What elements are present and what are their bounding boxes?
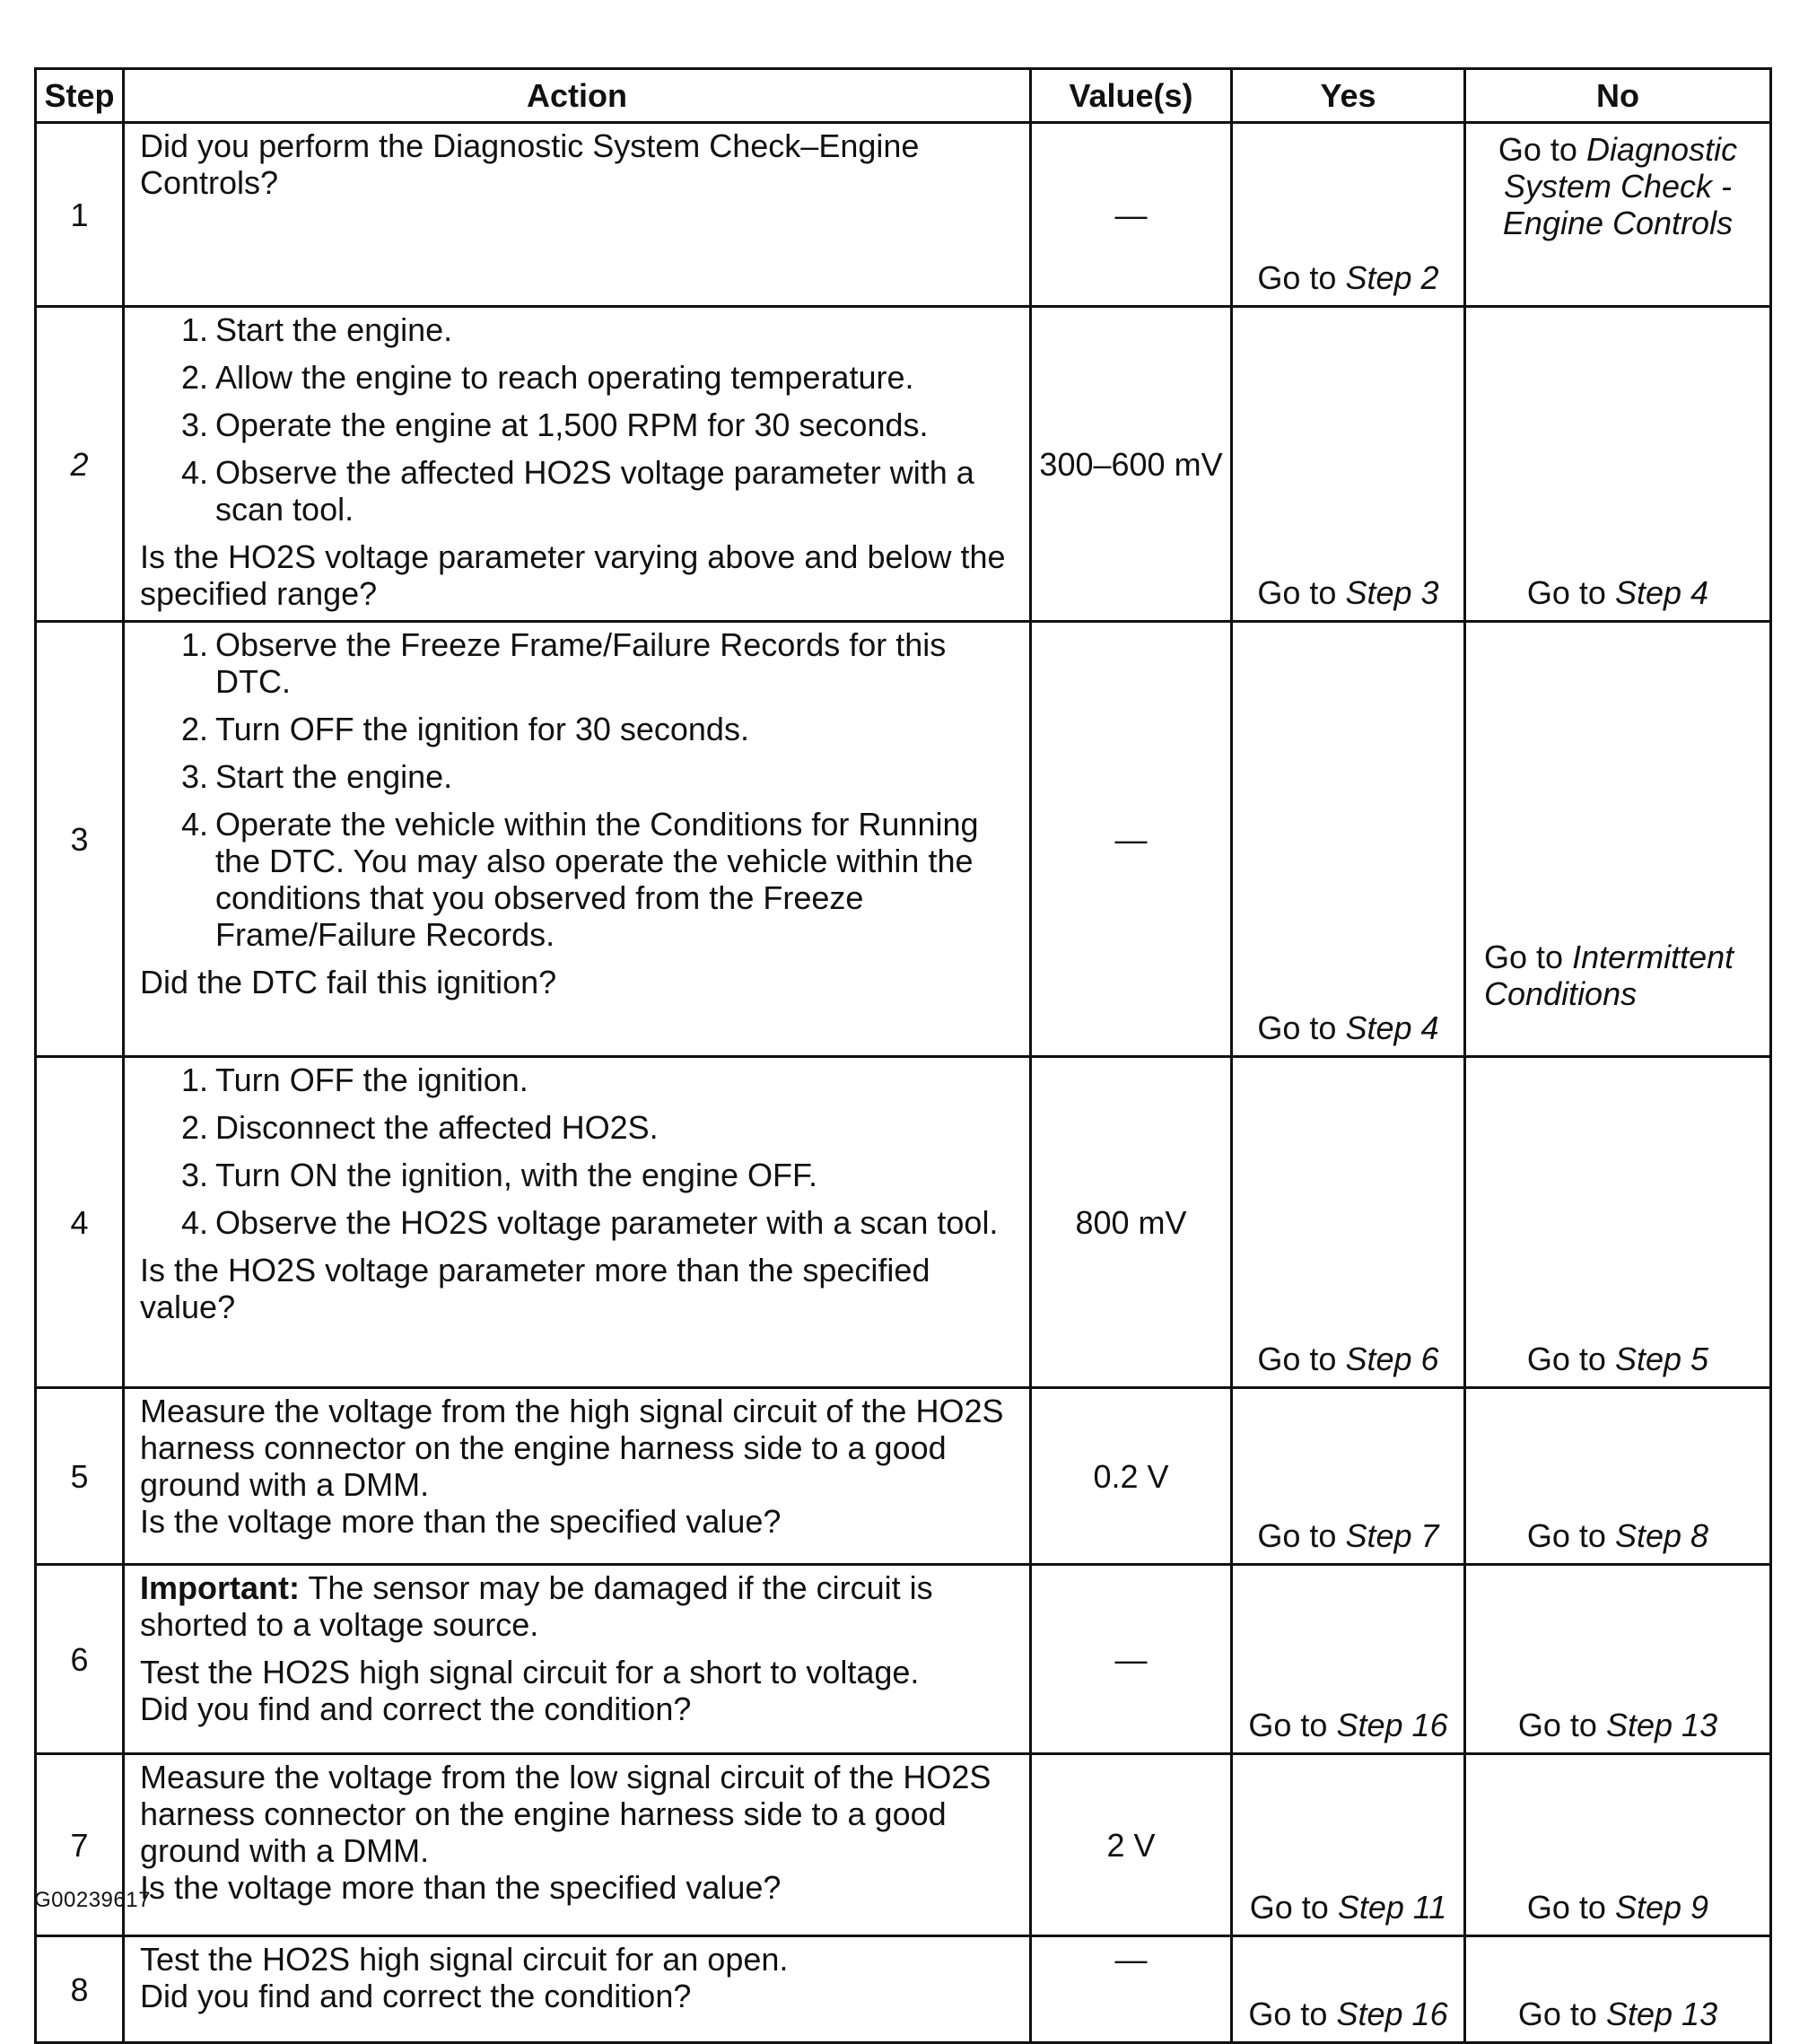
action-cell bbox=[124, 1754, 1031, 1936]
step-text: Observe the HO2S voltage parameter with a scan tool. bbox=[215, 1204, 999, 1241]
no-prefix: Go to bbox=[1526, 574, 1606, 611]
no-prefix: Go to bbox=[1526, 1517, 1606, 1554]
step-number: 2 bbox=[36, 307, 124, 622]
table-row bbox=[36, 307, 1771, 622]
step-number: 8 bbox=[36, 1936, 124, 2043]
step-text: Allow the engine to reach operating temperature. bbox=[215, 359, 914, 396]
figure-id: G00239617 bbox=[34, 1888, 151, 1912]
no-prefix: Go to bbox=[1517, 1996, 1597, 2032]
yes-prefix: Go to bbox=[1257, 574, 1337, 611]
action-question: Did you find and correct the condition? bbox=[140, 1978, 692, 2014]
table-row bbox=[36, 622, 1771, 1057]
action-steps bbox=[140, 1061, 1015, 1241]
step-number: 4 bbox=[36, 1057, 124, 1388]
value-cell: 0.2 V bbox=[1031, 1388, 1232, 1565]
yes-prefix: Go to bbox=[1248, 1996, 1328, 2032]
action-cell bbox=[124, 1565, 1031, 1754]
header-values: Value(s) bbox=[1031, 69, 1232, 123]
no-cell bbox=[1465, 307, 1771, 622]
action-steps bbox=[140, 311, 1015, 528]
step-index: 2. bbox=[180, 711, 208, 747]
no-prefix: Go to bbox=[1498, 131, 1577, 168]
step-text: Turn OFF the ignition. bbox=[215, 1061, 528, 1098]
yes-target-link[interactable]: Step 11 bbox=[1337, 1889, 1447, 1926]
diagnostic-table bbox=[34, 67, 1772, 2044]
step-text: Observe the affected HO2S voltage parameter with a scan tool. bbox=[215, 454, 974, 528]
step-number: 1 bbox=[36, 123, 124, 307]
action-question: Did the DTC fail this ignition? bbox=[140, 964, 557, 1000]
action-cell bbox=[124, 1388, 1031, 1565]
step-text: Disconnect the affected HO2S. bbox=[215, 1109, 659, 1146]
table-row bbox=[36, 1754, 1771, 1936]
yes-target-link[interactable]: Step 3 bbox=[1345, 574, 1439, 611]
no-prefix: Go to bbox=[1484, 939, 1564, 975]
action-question: Is the HO2S voltage parameter more than the specified value? bbox=[140, 1252, 930, 1325]
step-text: Operate the engine at 1,500 RPM for 30 seconds. bbox=[215, 406, 929, 443]
table-row bbox=[36, 1936, 1771, 2043]
yes-cell bbox=[1232, 1754, 1465, 1936]
step-index: 2. bbox=[180, 1109, 208, 1146]
action-step bbox=[140, 454, 1015, 528]
yes-cell bbox=[1232, 123, 1465, 307]
value-cell: — bbox=[1031, 1565, 1232, 1754]
yes-target-link[interactable]: Step 16 bbox=[1336, 1707, 1448, 1743]
action-question: Is the voltage more than the specified value? bbox=[140, 1503, 782, 1540]
step-text: Observe the Freeze Frame/Failure Records for this DTC. bbox=[215, 626, 947, 700]
no-target-link[interactable]: Step 9 bbox=[1614, 1889, 1709, 1926]
table-row bbox=[36, 1565, 1771, 1754]
action-question: Did you perform the Diagnostic System Check–Engine Controls? bbox=[140, 127, 920, 201]
step-index: 4. bbox=[180, 454, 208, 491]
no-target-link[interactable]: Diagnostic System Check - Engine Controls bbox=[1502, 131, 1738, 241]
yes-cell bbox=[1232, 622, 1465, 1057]
header-step: Step bbox=[36, 69, 124, 123]
header-row bbox=[36, 69, 1771, 123]
yes-cell bbox=[1232, 1388, 1465, 1565]
no-cell bbox=[1465, 1057, 1771, 1388]
value-cell: 300–600 mV bbox=[1031, 307, 1232, 622]
table-row bbox=[36, 1057, 1771, 1388]
action-cell bbox=[124, 1936, 1031, 2043]
yes-cell bbox=[1232, 1565, 1465, 1754]
step-text: Turn OFF the ignition for 30 seconds. bbox=[215, 711, 749, 747]
action-instruction: Test the HO2S high signal circuit for an open. bbox=[140, 1941, 789, 1978]
value-cell: 800 mV bbox=[1031, 1057, 1232, 1388]
no-cell bbox=[1465, 123, 1771, 307]
no-target-link[interactable]: Step 5 bbox=[1614, 1341, 1709, 1377]
no-prefix: Go to bbox=[1517, 1707, 1597, 1743]
yes-target-link[interactable]: Step 16 bbox=[1336, 1996, 1448, 2032]
action-step bbox=[140, 1109, 1015, 1146]
step-text: Operate the vehicle within the Conditions for Running the DTC. You may also operate the vehicle within the conditions that you observed from the Freeze Frame/Failure Records. bbox=[215, 806, 979, 953]
action-cell bbox=[124, 307, 1031, 622]
step-index: 2. bbox=[180, 359, 208, 396]
yes-target-link[interactable]: Step 6 bbox=[1345, 1341, 1439, 1377]
header-action: Action bbox=[124, 69, 1031, 123]
important-label: Important: bbox=[140, 1569, 300, 1606]
step-index: 3. bbox=[180, 1157, 208, 1193]
action-question: Is the HO2S voltage parameter varying above and below the specified range? bbox=[140, 538, 1006, 612]
value-cell: — bbox=[1031, 622, 1232, 1057]
no-cell bbox=[1465, 1565, 1771, 1754]
step-index: 1. bbox=[180, 311, 208, 348]
header-yes: Yes bbox=[1232, 69, 1465, 123]
yes-target-link[interactable]: Step 4 bbox=[1345, 1009, 1439, 1046]
step-index: 3. bbox=[180, 406, 208, 443]
action-steps bbox=[140, 626, 1015, 953]
action-instruction: Measure the voltage from the high signal circuit of the HO2S harness connector on the engine harness side to a good ground with a DMM. bbox=[140, 1393, 1004, 1503]
step-index: 4. bbox=[180, 806, 208, 843]
no-target-link[interactable]: Intermittent Conditions bbox=[1484, 939, 1734, 1012]
no-prefix: Go to bbox=[1526, 1341, 1606, 1377]
yes-cell bbox=[1232, 1057, 1465, 1388]
step-index: 1. bbox=[180, 626, 208, 663]
action-step bbox=[140, 626, 1015, 700]
step-text: Start the engine. bbox=[215, 311, 453, 348]
step-number: 3 bbox=[36, 622, 124, 1057]
no-target-link[interactable]: Step 13 bbox=[1605, 1996, 1718, 2032]
action-cell bbox=[124, 622, 1031, 1057]
step-text: Start the engine. bbox=[215, 758, 453, 795]
yes-prefix: Go to bbox=[1257, 1341, 1337, 1377]
action-instruction: Measure the voltage from the low signal circuit of the HO2S harness connector on the engine harness side to a good ground with a DMM. bbox=[140, 1759, 991, 1869]
no-cell bbox=[1465, 622, 1771, 1057]
yes-cell bbox=[1232, 307, 1465, 622]
action-step bbox=[140, 1204, 1015, 1241]
action-question: Did you find and correct the condition? bbox=[140, 1690, 692, 1727]
yes-prefix: Go to bbox=[1257, 1009, 1337, 1046]
action-question: Is the voltage more than the specified value? bbox=[140, 1869, 782, 1906]
step-index: 4. bbox=[180, 1204, 208, 1241]
action-cell bbox=[124, 123, 1031, 307]
no-cell bbox=[1465, 1936, 1771, 2043]
step-number: 7 bbox=[36, 1754, 124, 1936]
yes-prefix: Go to bbox=[1257, 1517, 1337, 1554]
step-text: Turn ON the ignition, with the engine OFF. bbox=[215, 1157, 817, 1193]
action-step bbox=[140, 758, 1015, 795]
action-step bbox=[140, 806, 1015, 953]
important-text: The sensor may be damaged if the circuit is shorted to a voltage source. bbox=[140, 1569, 933, 1643]
no-target-link[interactable]: Step 4 bbox=[1614, 574, 1709, 611]
header-no: No bbox=[1465, 69, 1771, 123]
yes-cell bbox=[1232, 1936, 1465, 2043]
step-index: 1. bbox=[180, 1061, 208, 1098]
yes-target-link[interactable]: Step 2 bbox=[1345, 259, 1439, 296]
table-row bbox=[36, 123, 1771, 307]
action-cell bbox=[124, 1057, 1031, 1388]
step-number: 5 bbox=[36, 1388, 124, 1565]
no-prefix: Go to bbox=[1526, 1889, 1606, 1926]
yes-target-link[interactable]: Step 7 bbox=[1345, 1517, 1439, 1554]
step-number: 6 bbox=[36, 1565, 124, 1754]
table-row bbox=[36, 1388, 1771, 1565]
yes-prefix: Go to bbox=[1257, 259, 1337, 296]
no-target-link[interactable]: Step 13 bbox=[1605, 1707, 1718, 1743]
no-target-link[interactable]: Step 8 bbox=[1614, 1517, 1709, 1554]
action-step bbox=[140, 1061, 1015, 1098]
action-step bbox=[140, 311, 1015, 348]
value-cell: — bbox=[1031, 1936, 1232, 2043]
step-index: 3. bbox=[180, 758, 208, 795]
action-step bbox=[140, 1157, 1015, 1193]
yes-prefix: Go to bbox=[1248, 1707, 1328, 1743]
action-step bbox=[140, 406, 1015, 443]
value-cell: 2 V bbox=[1031, 1754, 1232, 1936]
action-step bbox=[140, 359, 1015, 396]
important-note bbox=[140, 1569, 1015, 1643]
no-cell bbox=[1465, 1388, 1771, 1565]
yes-prefix: Go to bbox=[1249, 1889, 1329, 1926]
action-instruction: Test the HO2S high signal circuit for a short to voltage. bbox=[140, 1654, 920, 1690]
no-cell bbox=[1465, 1754, 1771, 1936]
action-step bbox=[140, 711, 1015, 747]
value-cell: — bbox=[1031, 123, 1232, 307]
